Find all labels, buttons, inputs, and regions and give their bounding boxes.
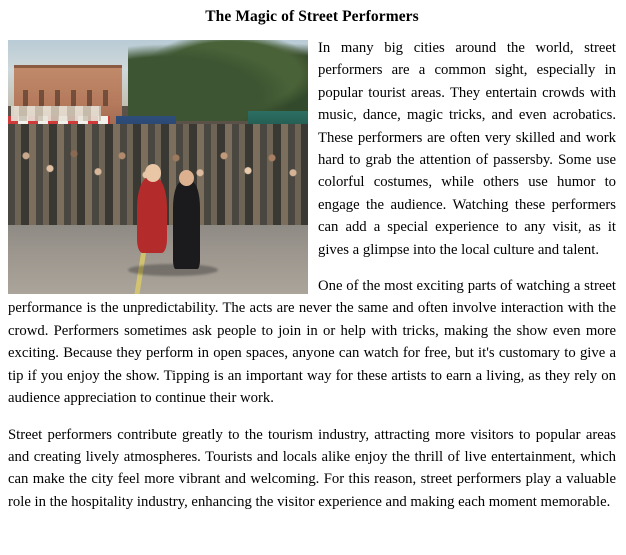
- photo-performer-red: [137, 177, 167, 253]
- page-title: The Magic of Street Performers: [205, 8, 419, 25]
- photo-trees: [128, 40, 308, 121]
- photo-performer-black: [173, 182, 200, 268]
- paragraph-3: Street performers contribute greatly to the tourism industry, attracting more visitors to popular areas and creating lively atmospheres. Tourists and locals alike enjoy the thrill of live entertainment, which can make the city feel more vibrant and welcoming. For this reason, street performers play a valuable role in the hospitality industry, enhancing the visitor experience and making each moment memorable.: [8, 426, 616, 510]
- photo-banner-flags: [11, 106, 101, 121]
- paragraph-1: In many big cities around the world, street performers are a common sight, especially in popular tourist areas. They entertain crowds with music, dance, magic tricks, and even acrobatics. These performers are often very skilled and work hard to grab the attention of passersby. Some use colorful costumes, while others use humor to engage the audience. Watching these performers can add a special experience to any visit, as it gives a glimpse into the local culture and talent.: [318, 40, 616, 258]
- photo-performer-red-head: [145, 164, 162, 182]
- street-performers-photo: [8, 40, 308, 294]
- photo-performer-black-head: [179, 170, 194, 187]
- paragraph-2: One of the most exciting parts of watching a street performance is the unpredictability. The acts are never the same and often involve interaction with the crowd. Performers sometimes ask people to join in or help with tricks, making the show even more exciting. Because they perform in open spaces, anyone can watch for free, but it's customary to give a tip if you enjoy the show. Tipping is an important way for these artists to earn a living, as they rely on audience appreciation to continue their work.: [8, 278, 616, 407]
